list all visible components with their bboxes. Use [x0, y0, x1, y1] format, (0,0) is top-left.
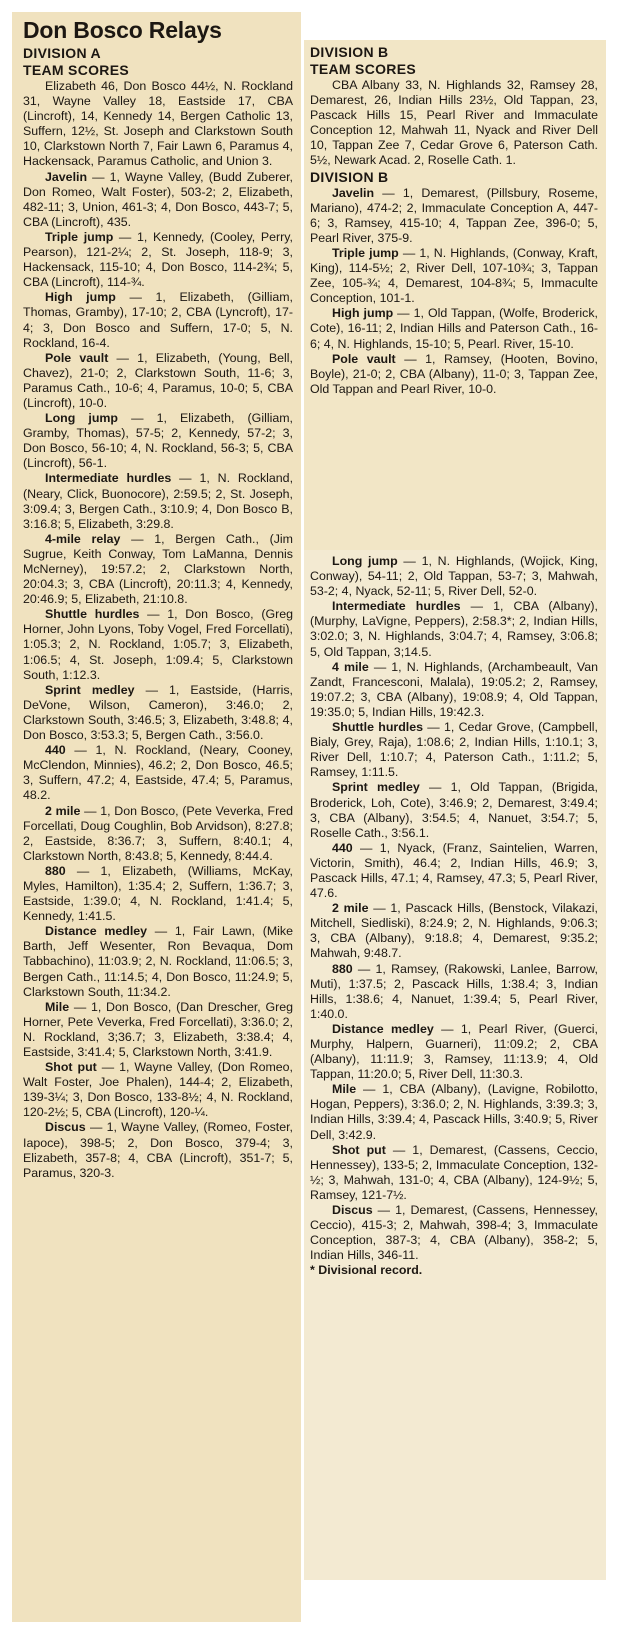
event-placings: — 1, Ramsey, (Hooten, Bovino, Boyle), 21-0; 2, CBA (Albany), 11-0; 3, Tappan Zee, Old Tappan and Pearl River, 10-0. [310, 351, 598, 396]
event-name: Discus [45, 1120, 86, 1135]
event-name: Mile [45, 999, 70, 1014]
event-result [310, 246, 598, 306]
event-result [23, 864, 293, 924]
division-b-team-scores: CBA Albany 33, N. Highlands 32, Ramsey 28, Demarest, 26, Indian Hills 23½, Old Tappan, 23, Pascack Hills 15, Pearl River and Immaculate Conception 12, Mahwah 11, Nyack and River Dell 10, Tappan Zee 7, Cedar Grove 6, Paterson Cath. 5½, Newark Acad. 2, Roselle Cath. 1. [310, 78, 598, 168]
event-placings: — 1, Fair Lawn, (Mike Barth, Jeff Wesenter, Ron Bevaqua, Dom Tabbachino), 11:03.9; 2, N. Rockland, 11:06.5; 3, Bergen Cath., 11:14.5; 4, Don Bosco, 11:24.9; 5, Clarkstown South, 11:34.2. [23, 924, 293, 999]
event-result [310, 901, 598, 961]
event-result [310, 780, 598, 840]
event-name: 2 mile [45, 803, 81, 818]
event-placings: — 1, Wayne Valley, (Don Romeo, Walt Foster, Joe Phalen), 144-4; 2, Elizabeth, 139-3¼; 3, Don Bosco, 133-8½; 4, N. Rockland, 120-2½; 5, CBA (Lincroft), 120-¼. [23, 1060, 294, 1120]
event-name: Javelin [332, 185, 375, 200]
headline: Don Bosco Relays [23, 17, 222, 43]
event-placings: — 1, Demarest, (Pillsbury, Roseme, Mariano), 474-2; 2, Immaculate Conception A, 447-6; 3, Ramsey, 415-10; 4, Tappan Zee, 396-0; 5, Pearl River, 375-9. [310, 185, 598, 245]
event-name: 4-mile relay [45, 531, 121, 546]
event-name: Distance medley [332, 1021, 434, 1036]
event-result [310, 1082, 598, 1142]
event-placings: — 1, Bergen Cath., (Jim Sugrue, Keith Conway, Tom LaManna, Dennis McNerney), 19:57.2; 2, Clarkstown North, 20:04.3; 3, CBA (Lincroft), 20:11.3; 4, Kennedy, 20:46.9; 5, Elizabeth, 21:10.8. [23, 531, 293, 607]
event-result [23, 804, 293, 864]
event-placings: — 1, Ramsey, (Rakowski, Lanlee, Barrow, Muti), 1:37.5; 2, Pascack Hills, 1:38.4; 3, Indian Hills, 1:38.6; 4, Nanuet, 1:39.4; 5, Pearl River, 1:40.0. [310, 961, 598, 1021]
event-placings: — 1, Wayne Valley, (Budd Zuberer, Don Romeo, Walt Foster), 503-2; 2, Elizabeth, 482-11; 3, Union, 461-3; 4, Don Bosco, 443-7; 5, CBA (Lincroft), 435. [23, 169, 293, 229]
event-result [310, 1022, 598, 1082]
event-result [310, 660, 598, 720]
event-result [310, 599, 598, 659]
division-b-results-top [310, 186, 598, 397]
event-name: Long jump [332, 554, 398, 568]
event-result [23, 607, 293, 682]
event-placings: — 1, CBA (Albany), (Lavigne, Robilotto, Hogan, Peppers), 3:36.0; 2, N. Highlands, 3:39.3; 3, Indian Hills, 3:39.4; 4, Pascack Hills, 3:40.9; 5, River Dell, 3:42.9. [310, 1082, 598, 1142]
event-placings: — 1, Nyack, (Franz, Saintelien, Warren, Victorin, Smith), 46.4; 2, Indian Hills, 46.9; 3, Pascack Hills, 47.1; 4, Ramsey, 47.3; 5, Pearl River, 47.6. [310, 840, 598, 901]
event-result [23, 1060, 293, 1120]
event-name: 440 [45, 743, 66, 758]
event-name: 880 [45, 863, 66, 878]
division-a-team-scores-heading: TEAM SCORES [23, 62, 129, 78]
division-a-heading: DIVISION A [23, 45, 101, 61]
footnote: * Divisional record. [310, 1263, 423, 1278]
event-name: 4 mile [332, 659, 369, 674]
event-result [23, 1000, 293, 1060]
event-name: High jump [45, 290, 116, 305]
event-name: Discus [332, 1203, 373, 1218]
event-name: Shot put [332, 1142, 386, 1157]
event-placings: — 1, Don Bosco, (Dan Drescher, Greg Horner, Pete Veverka, Fred Forcellati), 3:36.0; 2, N. Rockland, 3;36.7; 3, Elizabeth, 3:38.4; 4, Eastside, 3:41.4; 5, Clarkstown North, 3:41.9. [23, 999, 293, 1059]
event-name: 2 mile [332, 901, 369, 916]
division-a-team-scores: Elizabeth 46, Don Bosco 44½, N. Rockland 31, Wayne Valley 18, Eastside 17, CBA (Lincroft), 14, Kennedy 14, Bergen Catholic 13, Suffern, 12½, St. Joseph and Clarkstown South 10, Clarkstown North 7, Fair Lawn 6, Paramus 4, Hackensack, Paramus Catholic, and Union 3. [23, 79, 293, 169]
event-placings: — 1, N. Rockland, (Neary, Click, Buonocore), 2:59.5; 2, St. Joseph, 3:09.4; 3, Bergen Cath., 3:10.9; 4, Don Bosco B, 3:16.8; 5, Elizabeth, 3:29.8. [23, 471, 294, 531]
event-result [23, 743, 293, 803]
event-result [310, 720, 598, 780]
event-result [23, 1120, 293, 1180]
event-name: Sprint medley [332, 780, 420, 795]
event-placings: — 1, N. Highlands, (Wojick, King, Conway), 54-11; 2, Old Tappan, 53-7; 3, Mahwah, 53-2; 4, Nyack, 52-11; 5, River Dell, 52-0. [310, 554, 598, 599]
event-result [23, 351, 293, 411]
event-placings: — 1, N. Highlands, (Conway, Kraft, King), 114-5½; 2, River Dell, 107-10¾; 3, Tappan Zee, 105-¾; 4, Demarest, 104-8¾; 5, Immaculte Conception, 101-1. [310, 245, 599, 306]
event-placings: — 1, Elizabeth, (Gilliam, Gramby, Thomas), 57-5; 2, Kennedy, 57-2; 3, Don Bosco, 56-10; 4, N. Rockland, 56-3; 5, CBA (Lincroft), 56-1. [23, 411, 293, 471]
event-placings: — 1, Wayne Valley, (Romeo, Foster, Iapoce), 398-5; 2, Don Bosco, 379-4; 3, Elizabeth, 357-8; 4, CBA (Lincroft), 351-7; 5, Paramus, 320-3. [23, 1120, 293, 1180]
event-placings: — 1, N. Highlands, (Archambeault, Van Zandt, Francesconi, Malala), 19:05.2; 2, Ramsey, 19:07.2; 3, CBA (Albany), 19:08.9; 4, Old Tappan, 19:35.0; 5, Indian Hills, 19:42.3. [310, 659, 598, 719]
division-b-column-bottom [304, 550, 606, 1580]
event-result [23, 290, 293, 350]
event-result [310, 841, 598, 901]
event-placings: — 1, Old Tappan, (Wolfe, Broderick, Cote), 16-11; 2, Indian Hills and Paterson Cath., 16-6; 4, N. Highlands, 15-10; 5, Pearl. River, 15-10. [310, 306, 598, 351]
event-name: Pole vault [45, 350, 109, 365]
division-a-column [12, 12, 301, 1622]
event-result [23, 924, 293, 999]
event-placings: — 1, Cedar Grove, (Campbell, Bialy, Grey, Raja), 1:08.6; 2, Indian Hills, 1:10.1; 3, River Dell, 1:10.7; 4, Paterson Cath., 1:11.2; 5, Ramsey, 1:11.5. [310, 720, 599, 780]
event-placings: — 1, Elizabeth, (Williams, McKay, Myles, Hamilton), 1:35.4; 2, Suffern, 1:36.7; 3, Eastside, 1:39.0; 4, N. Rockland, 1:41.4; 5, Kennedy, 1:41.5. [23, 863, 293, 924]
event-placings: — 1, Demarest, (Cassens, Ceccio, Hennessey), 133-5; 2, Immaculate Conception, 132-½; 3, Mahwah, 131-0; 4, CBA (Albany), 124-9½; 5, Ramsey, 121-7½. [310, 1142, 599, 1202]
event-result [23, 532, 293, 607]
event-result [310, 306, 598, 351]
event-result [310, 186, 598, 246]
event-placings: — 1, Pearl River, (Guerci, Murphy, Halpern, Guarneri), 11:09.2; 2, CBA (Albany), 11:11.9; 3, Ramsey, 11:13.9; 4, Old Tappan, 11:20.0; 5, River Dell, 11:30.3. [310, 1021, 598, 1082]
event-name: Sprint medley [45, 682, 135, 697]
event-result [23, 230, 293, 290]
event-placings: — 1, Old Tappan, (Brigida, Broderick, Loh, Cote), 3:46.9; 2, Demarest, 3:49.4; 3, CBA (Albany), 3:54.5; 4, Nanuet, 3:54.7; 5, Roselle Cath., 3:56.1. [310, 780, 598, 840]
event-name: 440 [332, 840, 353, 855]
event-placings: — 1, Don Bosco, (Pete Veverka, Fred Forcellati, Doug Coughlin, Bob Arvidson), 8:27.8; 2, Eastside, 8:36.7; 3, Suffern, 8:40.1; 4, Clarkstown North, 8:43.8; 5, Kennedy, 8:44.4. [23, 803, 293, 863]
event-result [310, 962, 598, 1022]
event-name: Intermediate hurdles [45, 471, 172, 486]
event-placings: — 1, Demarest, (Cassens, Hennessey, Ceccio), 415-3; 2, Mahwah, 398-4; 3, Immaculate Conception, 387-3; 4, CBA (Albany), 358-2; 5, Indian Hills, 346-11. [310, 1203, 598, 1263]
division-b-heading: DIVISION B [310, 44, 389, 60]
division-b-results-bottom [310, 554, 598, 1263]
event-name: Distance medley [45, 924, 148, 939]
event-placings: — 1, CBA (Albany), (Murphy, LaVigne, Peppers), 2:58.3*; 2, Indian Hills, 3:02.0; 3, N. Highlands, 3:04.7; 4, Ramsey, 3:06.8; 5, Old Tappan, 3;14.5. [310, 599, 598, 659]
event-name: Mile [332, 1082, 357, 1097]
event-name: Long jump [45, 411, 118, 426]
event-placings: — 1, Elizabeth, (Young, Bell, Chavez), 21-0; 2, Clarkstown South, 11-6; 3, Paramus Cath., 10-6; 4, Paramus, 10-0; 5, CBA (Lincroft), 10-0. [23, 350, 294, 410]
division-b-column-top [304, 40, 606, 550]
event-name: Shuttle hurdles [332, 720, 424, 735]
event-result [310, 352, 598, 397]
event-name: Shot put [45, 1060, 97, 1075]
event-placings: — 1, N. Rockland, (Neary, Cooney, McClendon, Minnies), 46.2; 2, Don Bosco, 46.5; 3, Suffern, 47.2; 4, Eastside, 47.4; 5, Paramus, 48.2. [23, 743, 293, 803]
division-a-results [23, 170, 293, 1181]
event-name: Triple jump [332, 245, 399, 260]
event-result [310, 554, 598, 599]
event-result [23, 411, 293, 471]
division-b-team-scores-heading: TEAM SCORES [310, 61, 416, 77]
event-result [23, 683, 293, 743]
event-name: Shuttle hurdles [45, 607, 140, 622]
event-name: High jump [332, 306, 394, 321]
event-result [310, 1143, 598, 1203]
event-placings: — 1, Don Bosco, (Greg Horner, John Lyons, Toby Vogel, Fred Forcellati), 1:05.3; 2, N. Rockland, 1:05.7; 3, Elizabeth, 1:06.5; 4, St. Joseph, 1:09.4; 5, Clarkstown South, 1:12.3. [23, 607, 293, 682]
event-result [310, 1203, 598, 1263]
event-name: 880 [332, 961, 353, 976]
event-name: Javelin [45, 169, 88, 184]
event-result [23, 471, 293, 531]
event-placings: — 1, Elizabeth, (Gilliam, Thomas, Gramby), 17-10; 2, CBA (Lyncroft), 17-4; 3, Don Bosco and Suffern, 17-0; 5, N. Rockland, 16-4. [23, 290, 293, 350]
event-placings: — 1, Kennedy, (Cooley, Perry, Pearson), 121-2¼; 2, St. Joseph, 118-9; 3, Hackensack, 115-10; 4, Don Bosco, 114-2¾; 5, CBA (Lincroft), 114-¾. [23, 229, 294, 290]
event-name: Triple jump [45, 229, 114, 244]
event-result [23, 170, 293, 230]
event-placings: — 1, Eastside, (Harris, DeVone, Wilson, Cameron), 3:46.0; 2, Clarkstown South, 3:46.5; 3, Elizabeth, 3:48.8; 4, Don Bosco, 3:53.3; 5, Bergen Cath., 3:56.0. [23, 682, 294, 743]
division-b-heading-2: DIVISION B [310, 168, 389, 185]
event-placings: — 1, Pascack Hills, (Benstock, Vilakazi, Mitchell, Siedliski), 8:24.9; 2, N. Highlands, 9:06.3; 3, CBA (Albany), 9:18.8; 4, Demarest, 9:35.2; Mahwah, 9:48.7. [310, 901, 598, 961]
event-name: Intermediate hurdles [332, 599, 461, 614]
event-name: Pole vault [332, 351, 396, 366]
